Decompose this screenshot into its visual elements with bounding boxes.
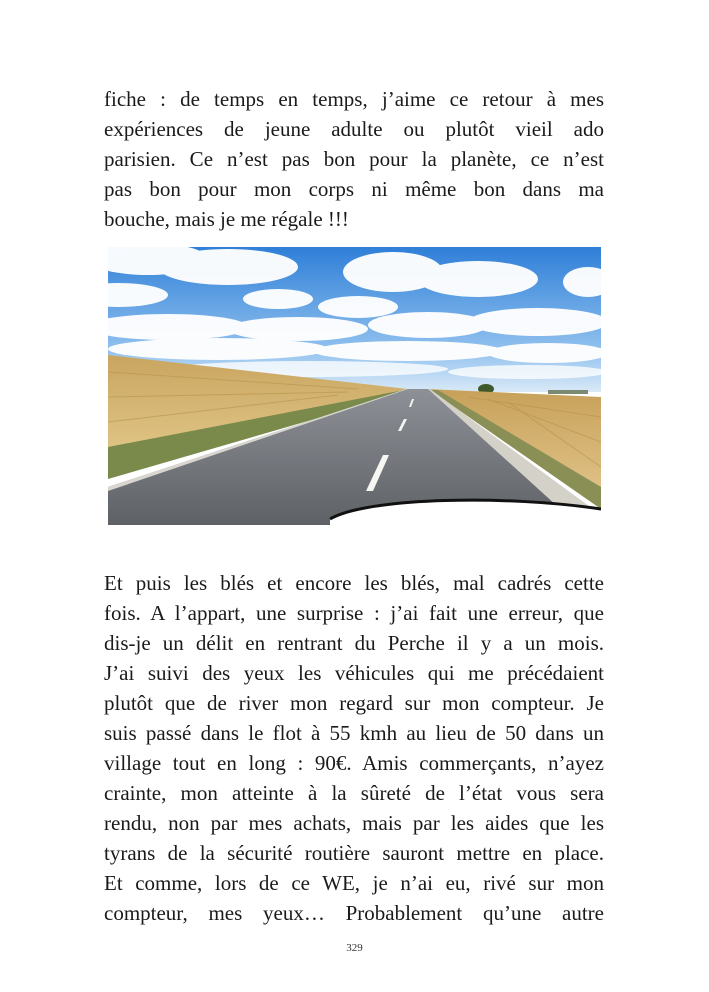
text-line: Et puis les blés et encore les blés, mal cadrés cette <box>104 571 604 595</box>
page-number: 329 <box>346 942 363 954</box>
text-line: bouche, mais je me régale !!! <box>104 207 349 231</box>
text-line: plutôt que de river mon regard sur mon compteur. Je <box>104 691 604 715</box>
paragraph-1 <box>104 84 604 234</box>
text-line: J’ai suivi des yeux les véhicules qui me précédaient <box>104 661 604 685</box>
text-line: compteur, mes yeux… Probablement qu’une autre <box>104 901 604 925</box>
road-photo <box>108 247 601 525</box>
text-line: crainte, mon atteinte à la sûreté de l’état vous sera <box>104 781 604 805</box>
text-line: expériences de jeune adulte ou plutôt vieil ado <box>104 117 604 141</box>
paragraph-2 <box>104 568 604 928</box>
text-line: village tout en long : 90€. Amis commerçants, n’ayez <box>104 751 604 775</box>
text-line: dis-je un délit en rentrant du Perche il y a un mois. <box>104 631 604 655</box>
text-line: parisien. Ce n’est pas bon pour la planète, ce n’est <box>104 147 604 171</box>
text-line: fiche : de temps en temps, j’aime ce retour à mes <box>104 87 604 111</box>
text-line: rendu, non par mes achats, mais par les aides que les <box>104 811 604 835</box>
text-line: suis passé dans le flot à 55 kmh au lieu de 50 dans un <box>104 721 604 745</box>
text-line: Et comme, lors de ce WE, je n’ai eu, rivé sur mon <box>104 871 604 895</box>
text-line: fois. A l’appart, une surprise : j’ai fait une erreur, que <box>104 601 604 625</box>
text-line: pas bon pour mon corps ni même bon dans ma <box>104 177 604 201</box>
text-line: tyrans de la sécurité routière sauront mettre en place. <box>104 841 604 865</box>
